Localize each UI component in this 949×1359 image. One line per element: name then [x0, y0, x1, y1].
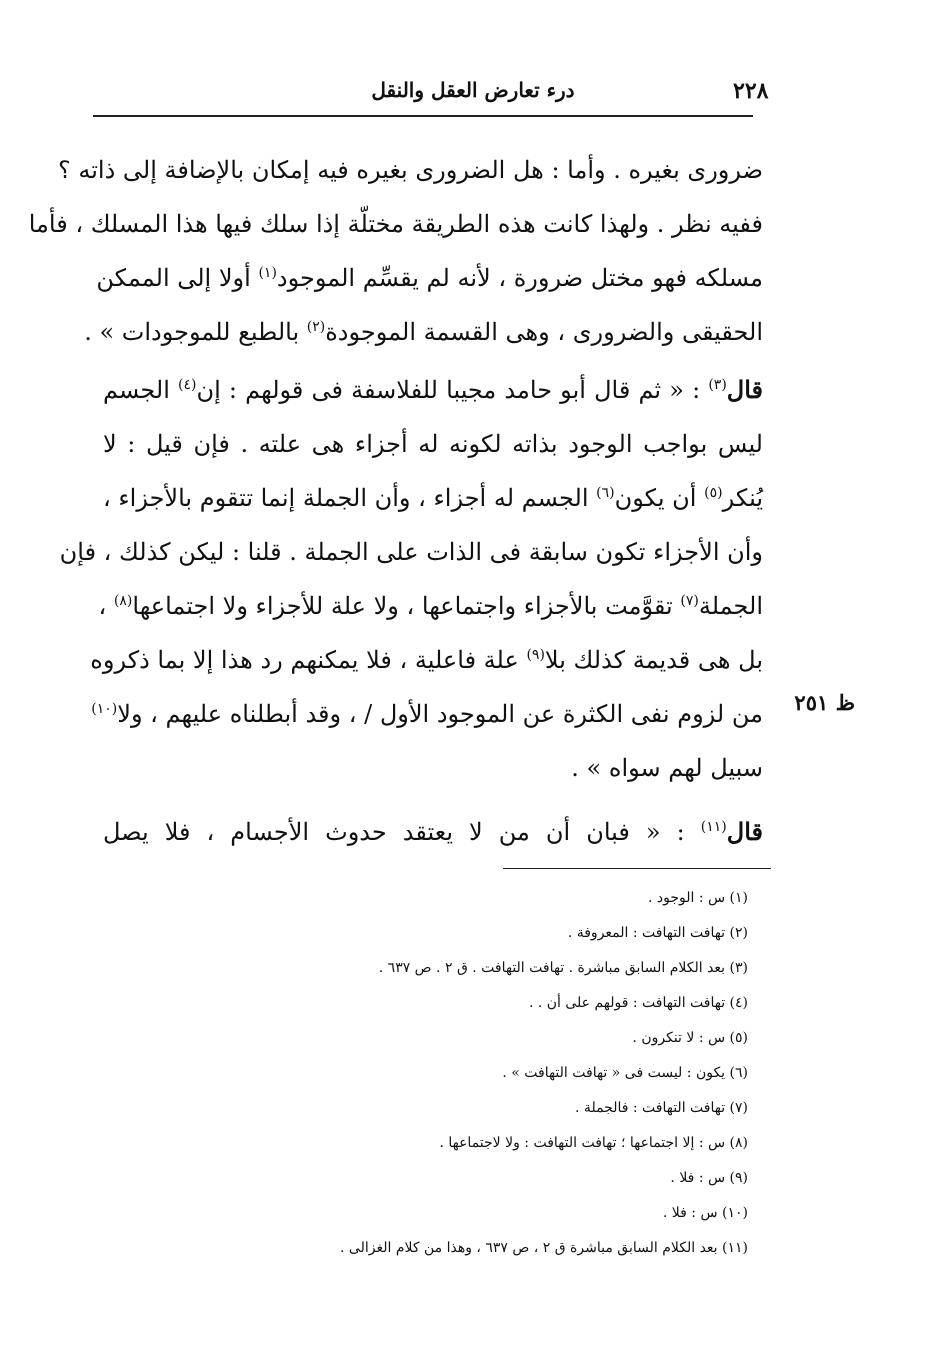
text-line: ضرورى بغيره . وأما : هل الضرورى بغيره فيه إمكان بالإضافة إلى ذاته ؟ — [58, 156, 763, 184]
footnote-separator — [503, 868, 771, 869]
text-line: ليس بواجب الوجود بذاته لكونه له أجزاء هى علته . فإن قيل : لا — [103, 430, 763, 458]
footnote-marker: (٨) — [113, 593, 133, 609]
footnote-marker: (٤) — [178, 377, 197, 393]
footnote-marker: (١١) — [700, 819, 727, 835]
footnote-marker: (٦) — [596, 485, 615, 501]
text-line: سبيل لهم سواه » . — [571, 754, 763, 782]
footnote: (٢) تهافت التهافت : المعروفة . — [567, 925, 748, 941]
footnote-marker: (٢) — [306, 319, 326, 335]
footnote-marker: (١٠) — [91, 701, 118, 717]
footnote: (١) س : الوجود . — [647, 890, 748, 906]
footnote-marker: (١) — [258, 265, 277, 281]
footnote-marker: (٥) — [704, 485, 723, 501]
footnote: (٩) س : فلا . — [670, 1170, 748, 1186]
footnote-marker: (٩) — [526, 647, 545, 663]
footnote: (١٠) س : فلا . — [662, 1205, 748, 1221]
footnote: (٤) تهافت التهافت : قولهم على أن . . — [528, 995, 748, 1011]
text-line: قال$^{(٣)}$ : « ثم قال أبو حامد مجيبا للفلاسفة فى قولهم : إن$^{(٤)}$ الجسم — [103, 375, 764, 404]
text-line: الحقيقى والضرورى ، وهى القسمة الموجودة$^{(٢)}$ بالطبع للموجودات » . — [84, 318, 763, 346]
text-line: مسلكه فهو مختل ضرورة ، لأنه لم يقسِّم الموجود$^{(١)}$ أولا إلى الممكن — [96, 264, 763, 292]
page-number: ٢٢٨ — [733, 78, 769, 104]
lead-word: قال — [726, 817, 763, 846]
text-line: وأن الأجزاء تكون سابقة فى الذات على الجملة . قلنا : ليكن كذلك ، فإن — [59, 538, 763, 566]
footnote: (٧) تهافت التهافت : فالجملة . — [575, 1100, 748, 1116]
page-header — [93, 74, 769, 118]
lead-word: قال — [726, 375, 764, 404]
running-title: درء تعارض العقل والنقل — [371, 78, 575, 102]
footnote: (٨) س : إلا اجتماعها ؛ تهافت التهافت : ولا لاجتماعها . — [439, 1135, 748, 1151]
text-line: من لزوم نفى الكثرة عن الموجود الأول / ، وقد أبطلناه عليهم ، ولا$^{(١٠)}$ — [91, 700, 763, 728]
footnote-marker: (٣) — [708, 377, 727, 393]
text-line: قال$^{(١١)}$ : « فبان أن من لا يعتقد حدوث الأجسام ، فلا يصل — [103, 817, 763, 846]
footnote: (٦) يكون : ليست فى « تهافت التهافت » . — [502, 1065, 748, 1081]
header-rule — [93, 115, 753, 117]
footnote: (٣) بعد الكلام السابق مباشرة . تهافت التهافت . ق ٢ . ص ٦٣٧ . — [378, 960, 748, 976]
footnote-marker: (٧) — [680, 593, 699, 609]
text-line: الجملة$^{(٧)}$ تقوَّمت بالأجزاء واجتماعها ، ولا علة للأجزاء ولا اجتماعها$^{(٨)}$ ، — [98, 592, 763, 620]
footnote: (١١) بعد الكلام السابق مباشرة ق ٢ ، ص ٦٣٧ ، وهذا من كلام الغزالى . — [340, 1240, 748, 1256]
margin-reference: ظ ٢٥١ — [794, 690, 855, 715]
footnote: (٥) س : لا تنكرون . — [632, 1030, 748, 1046]
text-line: ففيه نظر . ولهذا كانت هذه الطريقة مختلّة إذا سلك فيها هذا المسلك ، فأما — [28, 210, 763, 238]
text-line: يُنكر$^{(٥)}$ أن يكون$^{(٦)}$ الجسم له أجزاء ، وأن الجملة إنما تتقوم بالأجزاء ، — [103, 484, 763, 512]
text-line: بل هى قديمة كذلك بلا$^{(٩)}$ علة فاعلية ، فلا يمكنهم رد هذا إلا بما ذكروه — [90, 646, 763, 674]
